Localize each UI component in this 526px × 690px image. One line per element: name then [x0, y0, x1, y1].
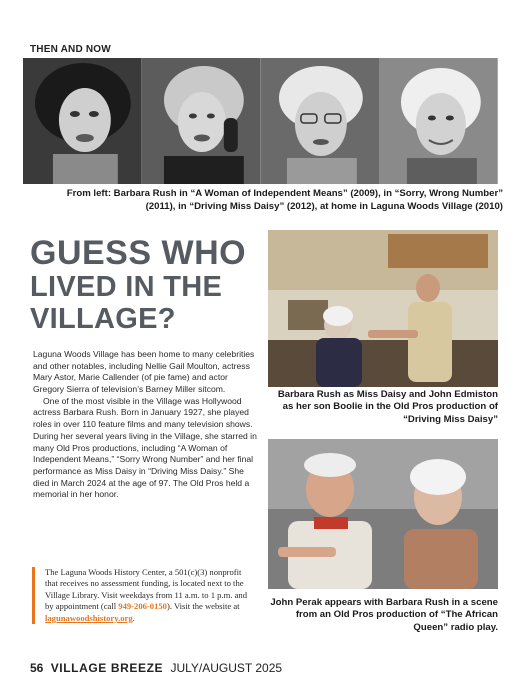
history-center-info-box	[32, 567, 254, 624]
page-number: 56	[30, 661, 44, 675]
african-queen-caption: John Perak appears with Barbara Rush in a scene from an Old Pros production of “The African Queen” radio play.	[270, 597, 498, 633]
miss-daisy-caption: Barbara Rush as Miss Daisy and John Edmiston as her son Boolie in the Old Pros production of “Driving Miss Daisy”	[277, 389, 498, 425]
photo-miss-daisy-stage	[268, 230, 498, 387]
section-label: THEN AND NOW	[30, 44, 111, 55]
info-text-2: ). Visit the website at	[166, 601, 240, 612]
info-text-end: .	[132, 612, 135, 623]
website-link[interactable]: lagunawoodshistory.org	[45, 612, 133, 623]
photo-african-queen	[268, 439, 498, 589]
headline	[30, 236, 270, 334]
issue-date: JULY/AUGUST 2025	[170, 661, 283, 675]
photo-woman-of-independent-means	[23, 58, 142, 184]
photo-strip	[23, 58, 498, 184]
body-paragraph-2: One of the most visible in the Village was Hollywood actress Barbara Rush. Born in January 1927, she played roles in over 110 feature films and many television shows. During her several years living in the Village, she starred in many Old Pros productions, including “A Woman of Independent Means,” “Sorry Wrong Number” and her final performance as Miss Daisy in “Driving Miss Daisy.” She died in March 2024 at the age of 97. The Old Pros held a memorial in her honor.	[33, 395, 257, 500]
article-body	[33, 349, 259, 501]
magazine-name: VILLAGE BREEZE	[50, 661, 164, 675]
page-footer	[30, 661, 282, 675]
photo-driving-miss-daisy	[261, 58, 380, 184]
headline-line-1: GUESS WHO	[30, 234, 247, 272]
headline-line-3: VILLAGE?	[30, 303, 176, 335]
phone-number[interactable]: 949-206-0150	[118, 601, 167, 612]
info-text-1: The Laguna Woods History Center, a 501(c)(3) nonprofit that receives no assessment funding, is located next to the Village Library. Visit weekdays from 11 a.m. to 1 p.m. and by appointment (call	[45, 567, 247, 612]
photo-sorry-wrong-number	[142, 58, 261, 184]
photo-strip-caption: From left: Barbara Rush in “A Woman of Independent Means” (2009), in “Sorry, Wrong Number” (2011), in “Driving Miss Daisy” (2012), at home in Laguna Woods Village (2010)	[66, 188, 503, 212]
headline-line-2: LIVED IN THE	[30, 271, 223, 303]
photo-at-home-laguna-woods	[379, 58, 498, 184]
body-paragraph-1: Laguna Woods Village has been home to many celebrities and other notables, including Nellie Gail Moulton, actress Mary Astor, Marie Callender (of pie fame) and actor Gregory Sierra of television’s Barney Miller sitcom.	[33, 349, 255, 395]
